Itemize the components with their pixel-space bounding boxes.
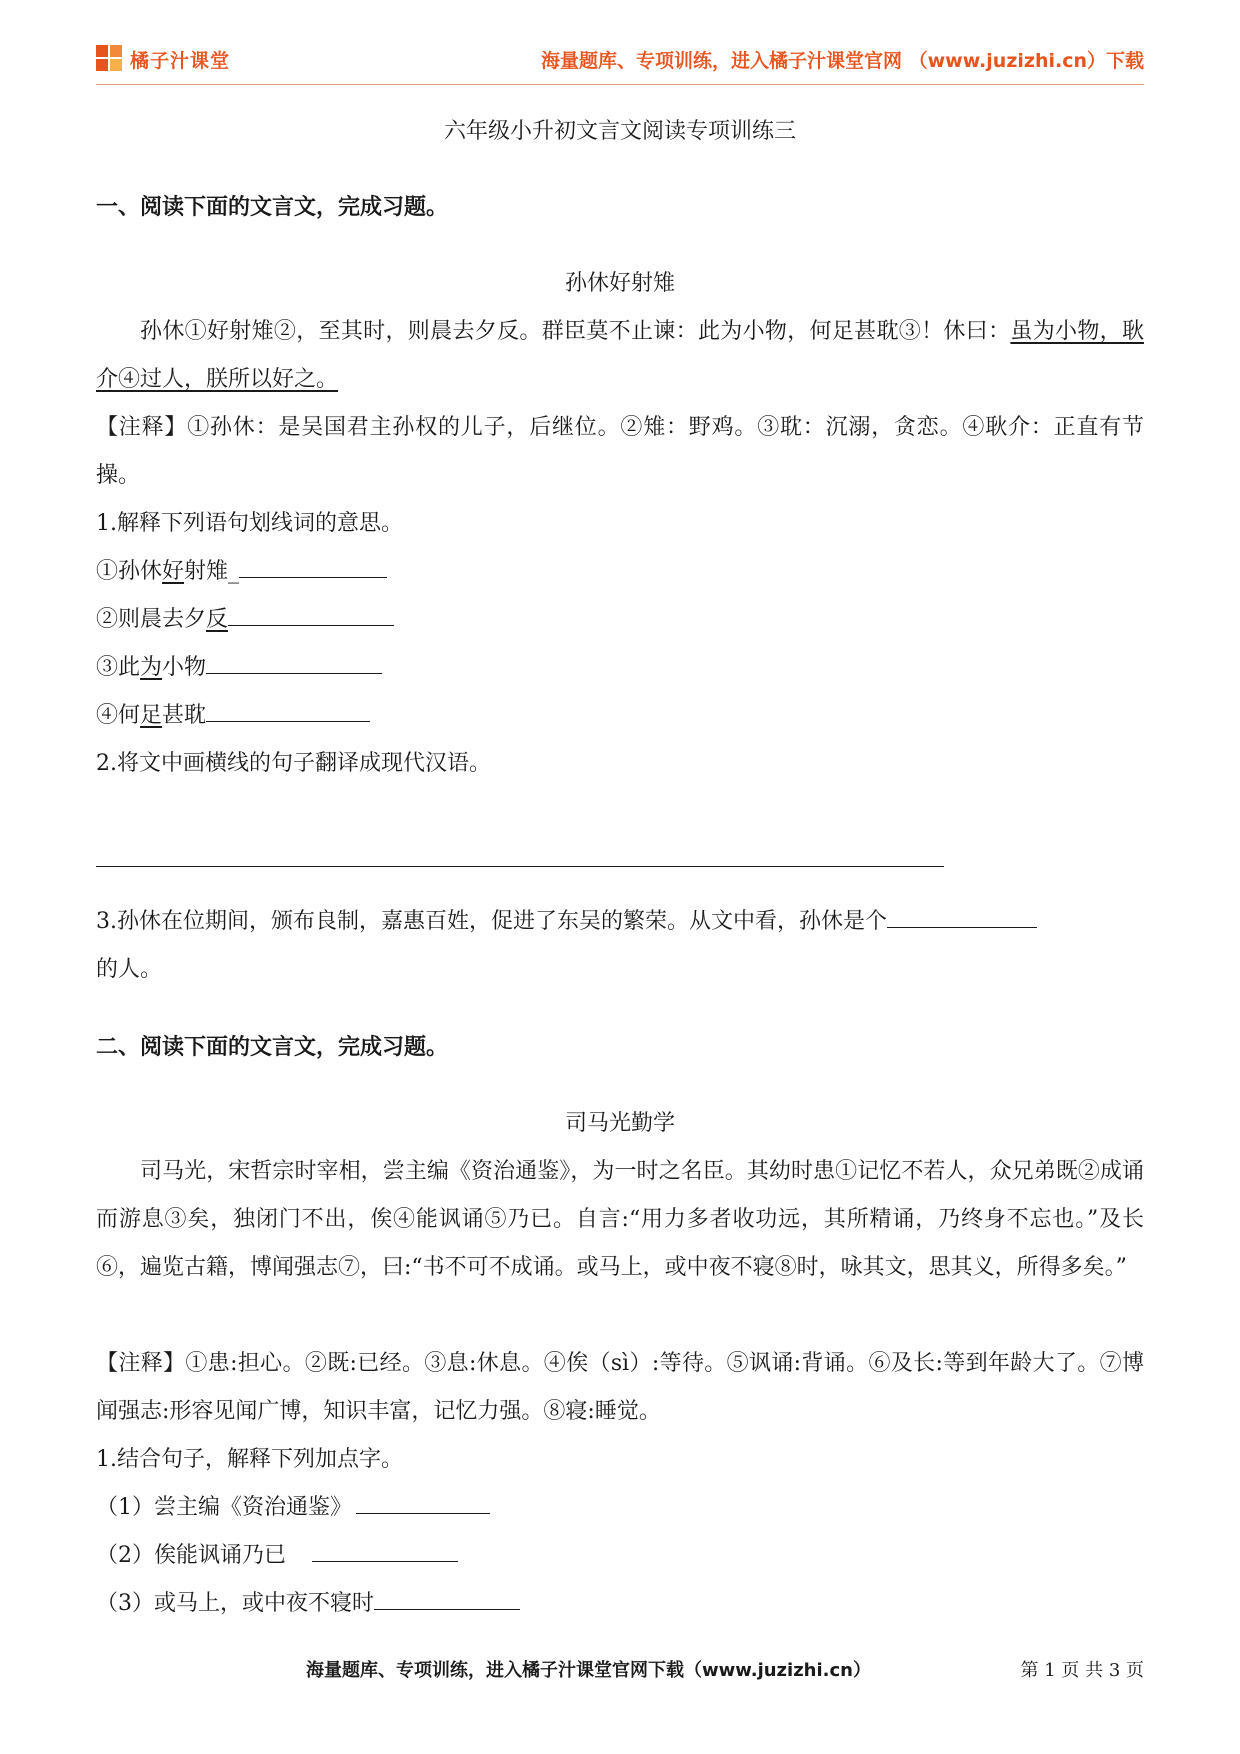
p1-q1-item-4: ④何足甚耽 xyxy=(96,692,370,740)
p2-q1-item-3: （3）或马上，或中夜不寝时 xyxy=(96,1580,520,1628)
section-1-heading: 一、阅读下面的文言文，完成习题。 xyxy=(96,195,449,220)
p2-q1-item-2: （2）俟能讽诵乃已 xyxy=(96,1532,458,1580)
underlined-word: 为 xyxy=(140,655,163,680)
story-1-title: 孙休好射雉 xyxy=(564,271,675,296)
answer-blank[interactable] xyxy=(239,555,387,578)
page-title: 六年级小升初文言文阅读专项训练三 xyxy=(443,119,796,144)
answer-blank[interactable] xyxy=(206,699,370,722)
section-2-heading: 二、阅读下面的文言文，完成习题。 xyxy=(96,1035,449,1060)
logo-text: 橘子汁课堂 xyxy=(130,49,231,72)
answer-blank[interactable] xyxy=(206,651,382,674)
story-2-title: 司马光勤学 xyxy=(564,1111,675,1136)
underlined-word: 足 xyxy=(140,703,163,728)
page-number: 第 1 页 共 3 页 xyxy=(1020,1660,1144,1681)
p1-question-3-end: 的人。 xyxy=(96,957,163,982)
answer-blank[interactable] xyxy=(356,1491,490,1514)
story-1-text xyxy=(96,308,1144,404)
story-2-notes: 【注释】①患:担心。②既:已经。③息:休息。④俟（sì）:等待。⑤讽诵:背诵。⑥及长:等到年龄大了。⑦博闻强志:形容见闻广博，知识丰富，记忆力强。⑧寝:睡觉。 xyxy=(96,1351,1144,1424)
story-1-underlined-sentence: 虽为小物，耿介④过人，朕所以好之。 xyxy=(96,319,1144,392)
p2-q1-item-1: （1）尝主编《资治通鉴》 xyxy=(96,1484,490,1532)
p1-q1-item-3: ③此为小物 xyxy=(96,644,382,692)
story-2-text: 司马光，宋哲宗时宰相，尝主编《资治通鉴》，为一时之名臣。其幼时患①记忆不若人，众兄弟既②成诵而游息③矣，独闭门不出，俟④能讽诵⑤乃已。自言:“用力多者收功远，其所精诵，乃终身不忘也。”及长⑥，遍览古籍，博闻强志⑦，曰:“书不可不成诵。或马上，或中夜不寝⑧时，咏其文，思其义，所得多矣。” xyxy=(96,1159,1144,1280)
footer-slogan[interactable]: 海量题库、专项训练，进入橘子汁课堂官网下载（www.juzizhi.cn） xyxy=(306,1660,871,1681)
answer-blank[interactable] xyxy=(312,1539,458,1562)
p1-q1-item-1: ①孙休好射雉_ xyxy=(96,548,387,596)
p1-question-1: 1.解释下列语句划线词的意思。 xyxy=(96,511,403,536)
translation-answer-line[interactable] xyxy=(96,866,944,867)
underlined-word: 反 xyxy=(206,607,229,632)
logo-grid-icon xyxy=(96,45,124,73)
story-1-notes: 【注释】①孙休：是吴国君主孙权的儿子，后继位。②雉：野鸡。③耽：沉溺，贪恋。④耿介：正直有节操。 xyxy=(96,415,1144,488)
p1-question-2: 2.将文中画横线的句子翻译成现代汉语。 xyxy=(96,751,491,776)
story-1-text-plain: 孙休①好射雉②，至其时，则晨去夕反。群臣莫不止谏：此为小物，何足甚耽③！休曰： xyxy=(140,319,1011,344)
underlined-word: 好 xyxy=(162,559,185,584)
p1-q1-item-2: ②则晨去夕反 xyxy=(96,596,394,644)
header-slogan[interactable]: 海量题库、专项训练，进入橘子汁课堂官网 （www.juzizhi.cn）下载 xyxy=(541,50,1144,72)
p2-question-1: 1.结合句子，解释下列加点字。 xyxy=(96,1447,403,1472)
answer-blank[interactable] xyxy=(887,905,1037,928)
answer-blank[interactable] xyxy=(228,603,394,626)
brand-logo[interactable] xyxy=(96,42,230,76)
p1-question-3: 3.孙休在位期间，颁布良制，嘉惠百姓，促进了东吴的繁荣。从文中看，孙休是个 xyxy=(96,898,1037,946)
answer-blank[interactable] xyxy=(374,1587,520,1610)
header-divider xyxy=(96,84,1144,85)
